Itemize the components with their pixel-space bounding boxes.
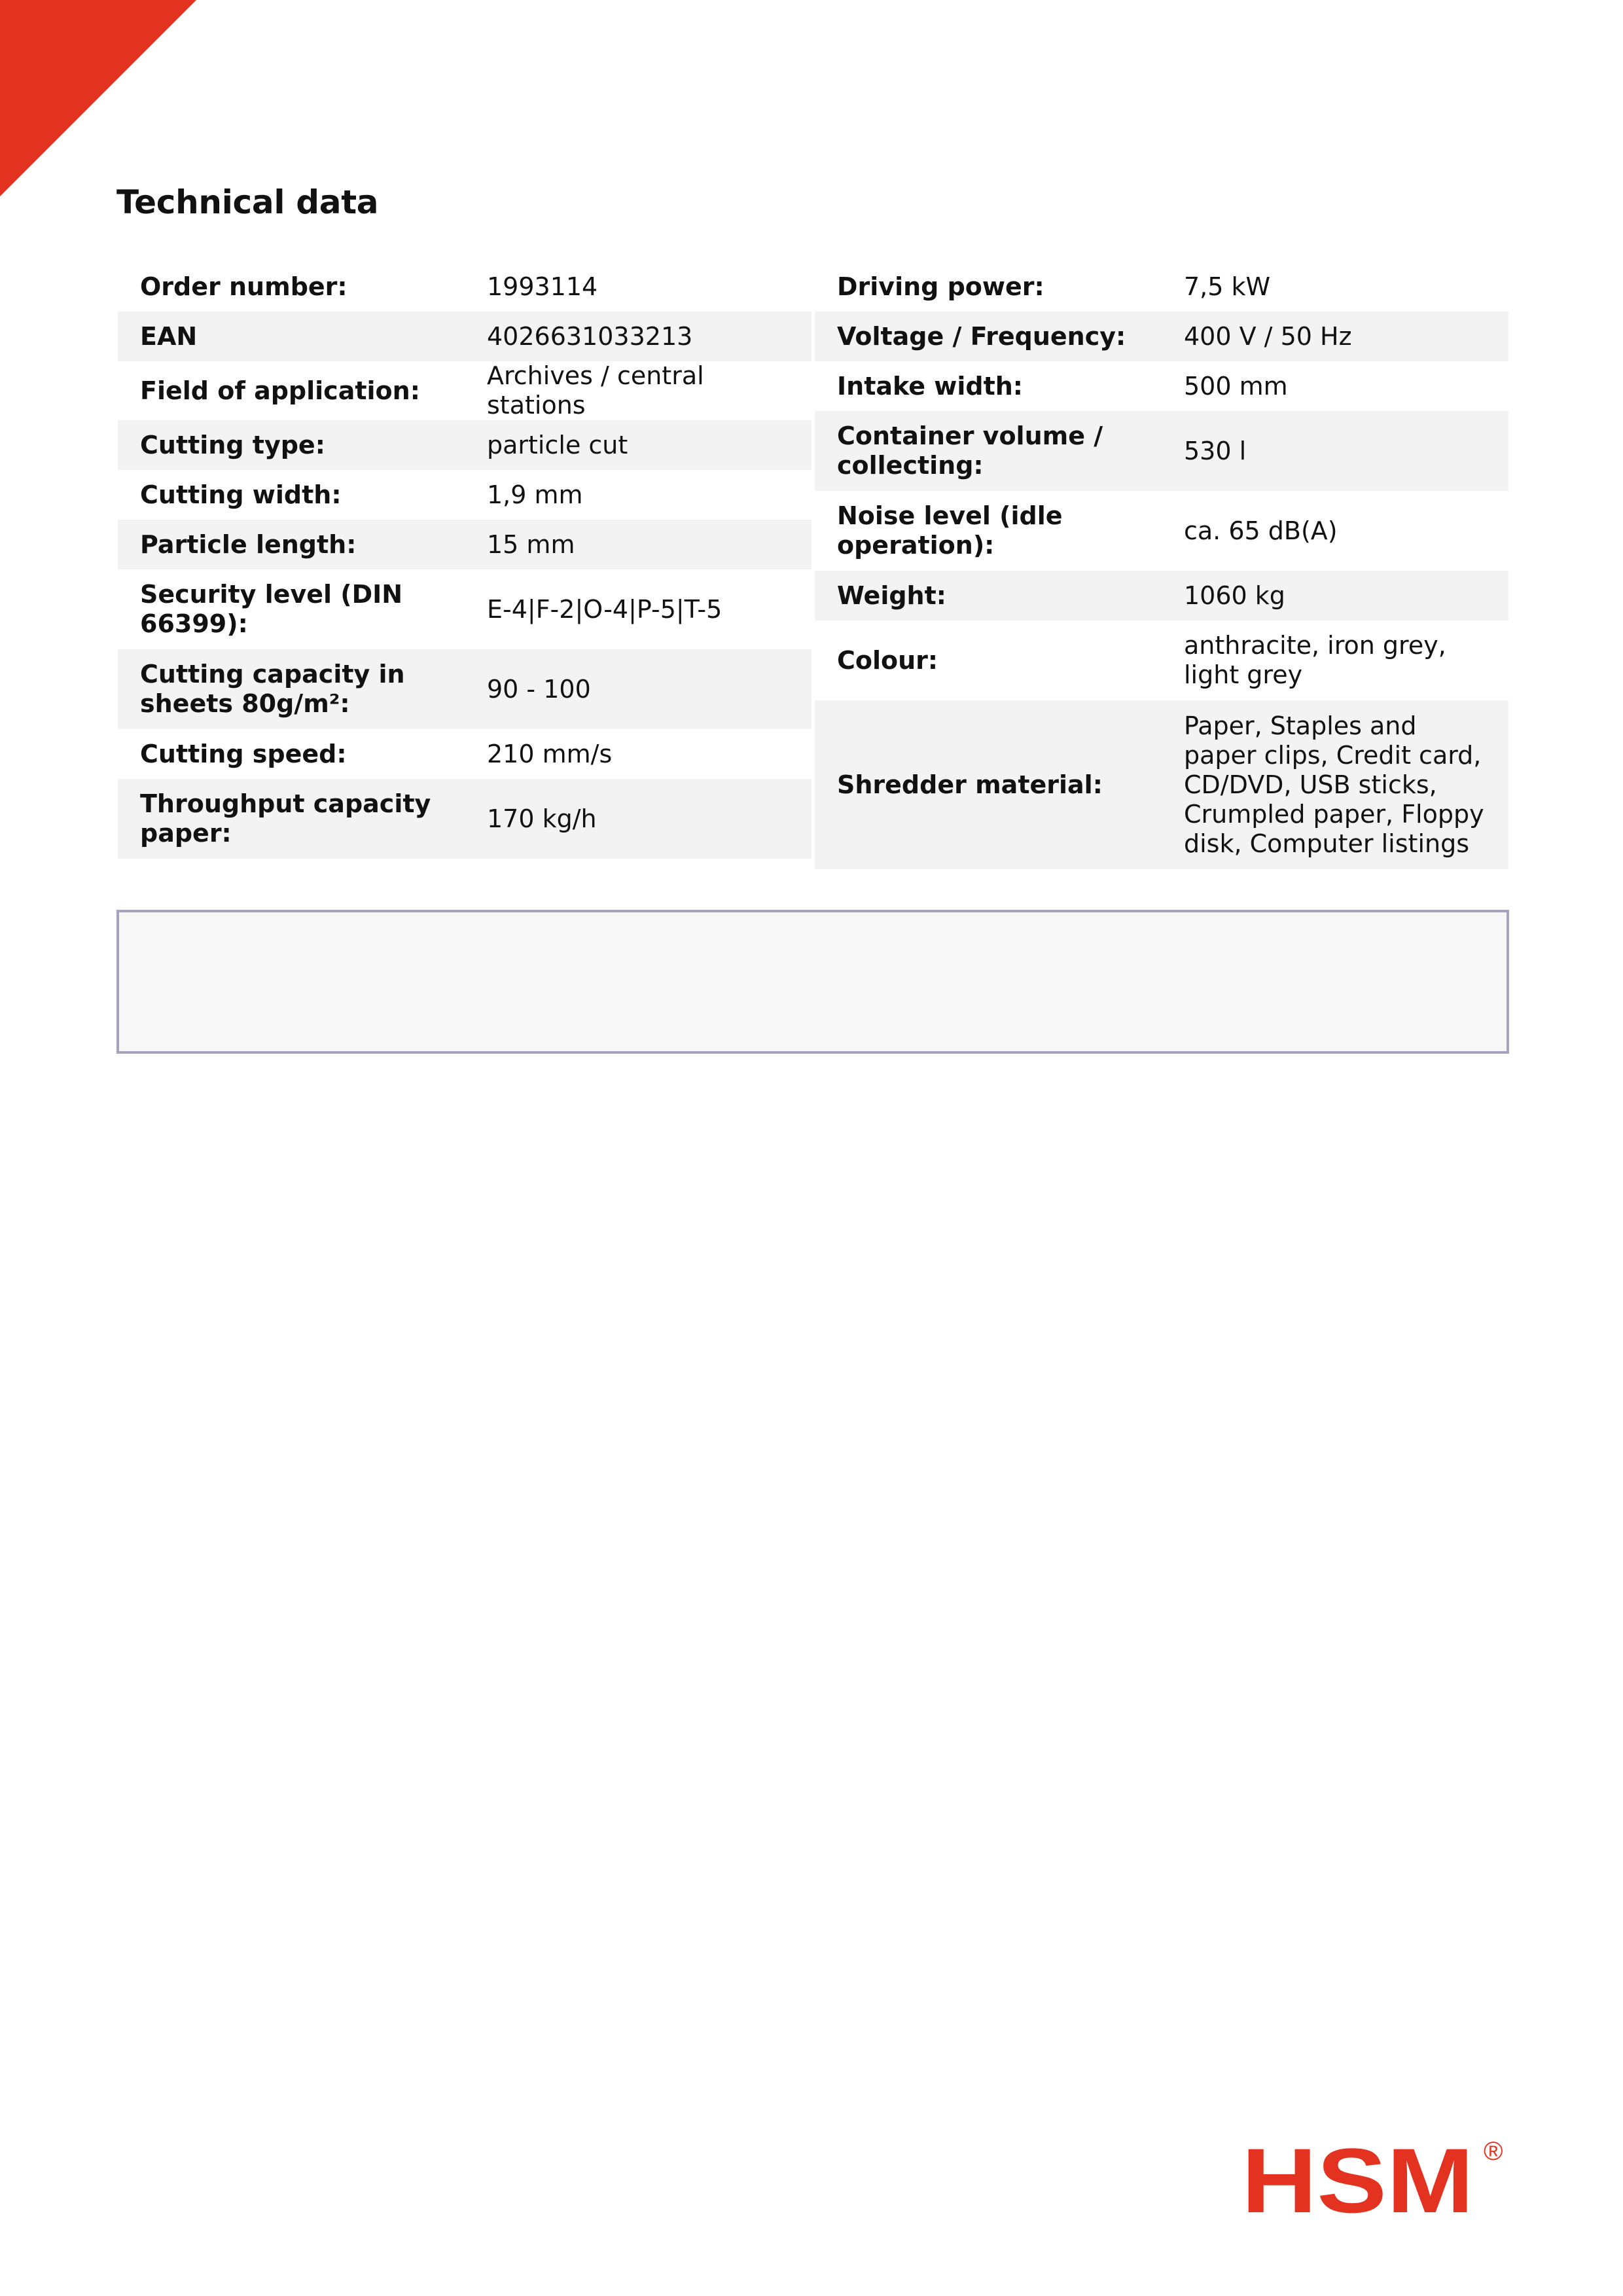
spec-row	[118, 520, 812, 569]
spec-row	[815, 491, 1508, 571]
spec-row	[118, 729, 812, 779]
spec-key: Weight:	[815, 571, 1162, 620]
spec-value: particle cut	[465, 420, 812, 470]
spec-value: 530 l	[1162, 411, 1508, 491]
spec-row	[118, 779, 812, 859]
spec-table-right	[815, 262, 1508, 869]
spec-key: Container volume / collecting:	[815, 411, 1162, 491]
spec-row	[118, 470, 812, 520]
spec-value: 210 mm/s	[487, 739, 613, 768]
spec-key: Colour:	[837, 645, 938, 675]
spec-value: 4026631033213	[465, 312, 812, 361]
spec-key: Intake width:	[837, 371, 1023, 401]
spec-key: Order number:	[140, 272, 348, 301]
spec-value: 1,9 mm	[487, 480, 583, 509]
spec-key: Field of application:	[140, 376, 420, 405]
spec-key: Security level (DIN 66399):	[140, 580, 403, 638]
spec-value: 170 kg/h	[465, 779, 812, 859]
spec-value: anthracite, iron grey, light grey	[1184, 631, 1446, 689]
spec-value: 15 mm	[465, 520, 812, 569]
spec-row	[118, 649, 812, 729]
spec-value: 7,5 kW	[1184, 272, 1271, 301]
spec-key: Cutting width:	[140, 480, 342, 509]
spec-value: 400 V / 50 Hz	[1162, 312, 1508, 361]
spec-key: Cutting capacity in sheets 80g/m²:	[118, 649, 465, 729]
spec-value: 1060 kg	[1162, 571, 1508, 620]
spec-value: 90 - 100	[465, 649, 812, 729]
spec-key: Throughput capacity paper:	[118, 779, 465, 859]
hsm-logo	[1240, 2134, 1508, 2219]
spec-value: Archives / central stations	[487, 361, 704, 420]
spec-row	[118, 420, 812, 470]
spec-key: Particle length:	[118, 520, 465, 569]
spec-row	[815, 361, 1508, 411]
corner-accent	[0, 0, 196, 196]
spec-value: ca. 65 dB(A)	[1184, 516, 1338, 545]
svg-text:HSM: HSM	[1241, 2134, 1474, 2219]
spec-key: EAN	[118, 312, 465, 361]
spec-value: 1993114	[487, 272, 598, 301]
spec-value: 500 mm	[1184, 371, 1288, 401]
spec-key: Shredder material:	[815, 700, 1162, 869]
spec-key: Cutting speed:	[140, 739, 347, 768]
svg-text:®: ®	[1484, 2137, 1503, 2166]
spec-value: Paper, Staples and paper clips, Credit card, CD/DVD, USB sticks, Crumpled paper, Floppy disk, Computer listings	[1162, 700, 1508, 869]
spec-row	[815, 700, 1508, 869]
spec-row	[118, 312, 812, 361]
page-title: Technical data	[116, 183, 379, 221]
spec-key: Noise level (idle operation):	[837, 501, 1063, 560]
spec-key: Driving power:	[837, 272, 1044, 301]
spec-key: Cutting type:	[118, 420, 465, 470]
spec-row	[815, 571, 1508, 620]
spec-table-left	[118, 262, 812, 859]
spec-row	[815, 262, 1508, 312]
spec-row	[815, 312, 1508, 361]
spec-row	[815, 411, 1508, 491]
spec-row	[118, 262, 812, 312]
spec-row	[815, 620, 1508, 700]
spec-value: E-4|F-2|O-4|P-5|T-5	[487, 594, 722, 624]
spec-row	[118, 361, 812, 420]
spec-key: Voltage / Frequency:	[815, 312, 1162, 361]
spec-row	[118, 569, 812, 649]
note-box	[116, 910, 1509, 1054]
